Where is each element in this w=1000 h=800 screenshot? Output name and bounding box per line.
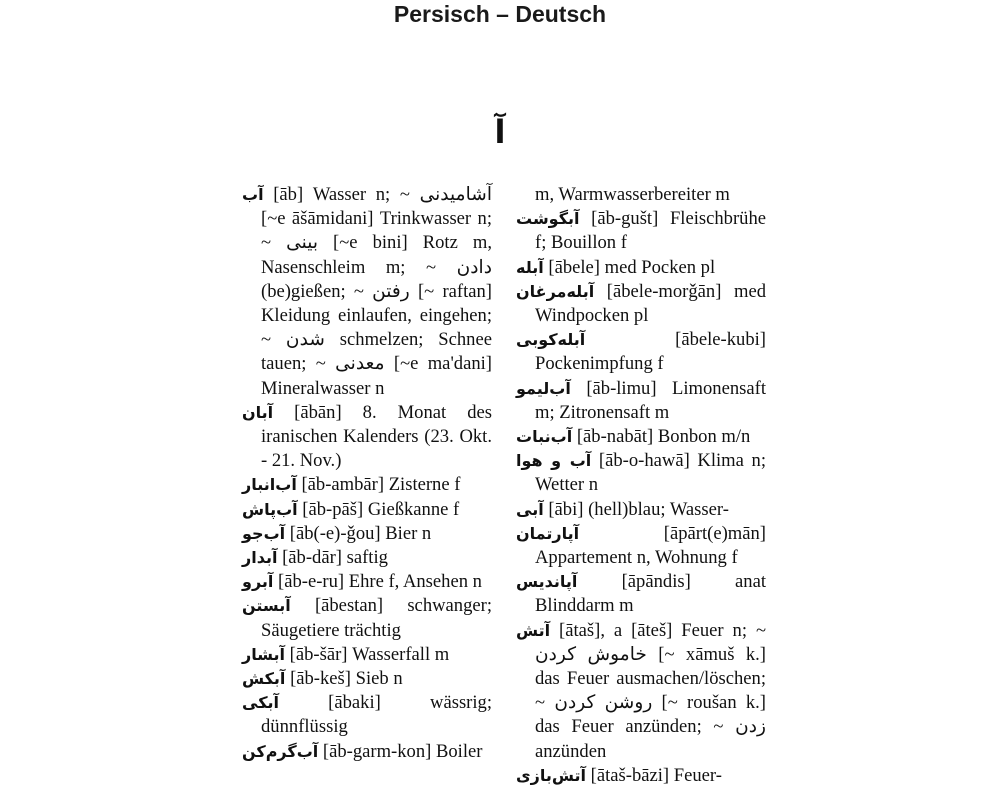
section-letter: آ bbox=[494, 113, 506, 151]
entry-text: [āb-e-ru] Ehre f, Ansehen n bbox=[273, 571, 482, 593]
entry-headword: آبشار bbox=[242, 644, 285, 664]
entry-text: [āb-keš] Sieb n bbox=[285, 668, 403, 690]
entry-text: [āb-šār] Wasserfall m bbox=[285, 643, 450, 665]
entry-headword: آپارتمان bbox=[516, 523, 580, 543]
dictionary-entry bbox=[516, 570, 766, 618]
entry-headword: آبدار bbox=[242, 548, 278, 568]
dictionary-entry bbox=[516, 207, 766, 255]
entry-text: [āb-pāš] Gießkanne f bbox=[297, 498, 460, 520]
dictionary-entry bbox=[242, 401, 492, 474]
entry-text: [āpārt(e)mān] Appartement n, Wohnung f bbox=[535, 522, 766, 569]
entry-headword: آب‌جو bbox=[242, 523, 286, 543]
entry-text: [āb-ambār] Zisterne f bbox=[296, 474, 461, 496]
entry-headword: آب‌گرم‌کن bbox=[242, 741, 319, 761]
entry-text: [āb-limu] Limonensaft m; Zitronensaft m bbox=[535, 377, 766, 423]
dictionary-entry bbox=[516, 764, 766, 788]
entry-headword: آبگوشت bbox=[516, 209, 580, 229]
dictionary-entry bbox=[516, 256, 766, 280]
entry-headword: آتش‌بازی bbox=[516, 765, 586, 785]
dictionary-entry bbox=[516, 328, 766, 376]
entry-headword: آبله‌کوبی bbox=[516, 330, 586, 350]
entry-headword: آبکش bbox=[242, 669, 286, 689]
entry-headword: آپاندیس bbox=[516, 572, 578, 592]
dictionary-entry bbox=[516, 449, 766, 497]
entry-text: [ābele-kubi] Pockenimpfung f bbox=[535, 329, 766, 375]
dictionary-column-right bbox=[516, 183, 766, 788]
entry-text: [ātaš], a [āteš] Feuer n; ~ خاموش کردن [~ xāmuš k.] das Feuer ausmachen/löschen; ~ روشن کردن [~ roušan k.] das Feuer anzünden; ~ زدن anzünden bbox=[535, 619, 766, 762]
entry-headword: آب‌انبار bbox=[242, 475, 297, 495]
entry-text: [āb-gušt] Fleischbrühe f; Bouillon f bbox=[535, 208, 766, 254]
entry-headword: آتش bbox=[516, 620, 551, 640]
entry-headword: آبرو bbox=[242, 572, 274, 592]
dictionary-entry bbox=[242, 667, 492, 691]
dictionary-entry bbox=[242, 183, 492, 401]
dictionary-entry bbox=[242, 570, 492, 594]
entry-text: [ātaš-bāzi] Feuer- bbox=[586, 764, 722, 786]
entry-text: [āb] Wasser n; ~ آشامیدنی [~e āšāmidani] Trinkwasser n; ~ بینی [~e bini] Rotz m, Nasenschleim m; ~ دادن (be)gießen; ~ رفتن [~ raftan] Kleidung einlaufen, eingehen; ~ شدن schmelzen; Schnee tauen; ~ معدنی [~e ma'dani] Mineralwasser n bbox=[261, 184, 492, 399]
entry-headword: آب bbox=[242, 185, 264, 204]
entry-headword: آب‌پاش bbox=[242, 499, 298, 519]
dictionary-entry bbox=[516, 425, 766, 449]
entry-text: [ābaki] wässrig; dünnflüssig bbox=[261, 692, 492, 738]
entry-text: [āb-garm-kon] Boiler bbox=[318, 740, 483, 762]
dictionary-entry bbox=[242, 643, 492, 667]
entry-headword: آب و هوا bbox=[516, 451, 592, 471]
entry-headword: آبله bbox=[516, 257, 544, 277]
entry-headword: آبستن bbox=[242, 596, 291, 616]
entry-headword: آب‌نبات bbox=[516, 427, 573, 447]
entry-text: [ābestan] schwanger; Säugetiere trächtig bbox=[261, 595, 492, 641]
entry-text: [ābele-morǧān] med Windpocken pl bbox=[535, 280, 766, 327]
entry-text: [ābele] med Pocken pl bbox=[543, 256, 716, 278]
dictionary-entry bbox=[516, 522, 766, 570]
dictionary-entry bbox=[242, 740, 492, 764]
entry-text: [āb-nabāt] Bonbon m/n bbox=[572, 426, 751, 448]
entry-text: [ābi] (hell)blau; Wasser- bbox=[543, 498, 729, 520]
page-header: Persisch – Deutsch bbox=[393, 1, 607, 27]
entry-text: [āpāndis] anat Blinddarm m bbox=[535, 571, 766, 617]
entry-headword: آبی bbox=[516, 499, 544, 519]
dictionary-entry bbox=[516, 498, 766, 522]
entry-text: [āb-o-hawā] Klima n; Wetter n bbox=[535, 450, 766, 496]
entry-headword: آب‌لیمو bbox=[516, 378, 571, 398]
entry-text: m, Warmwasserbereiter m bbox=[535, 184, 730, 205]
dictionary-entry-continuation bbox=[516, 183, 766, 207]
dictionary-entry bbox=[242, 498, 492, 522]
entry-headword: آبکی bbox=[242, 693, 279, 713]
dictionary-entry bbox=[242, 546, 492, 570]
dictionary-entry bbox=[516, 619, 766, 764]
entry-headword: آبان bbox=[242, 402, 274, 422]
entry-text: [ābān] 8. Monat des iranischen Kalenders (23. Okt. - 21. Nov.) bbox=[261, 401, 492, 472]
entry-headword: آبله‌مرغان bbox=[516, 281, 595, 301]
dictionary-entry bbox=[242, 522, 492, 546]
dictionary-entry bbox=[242, 473, 492, 497]
entry-text: [āb(-e)-ǧou] Bier n bbox=[285, 522, 432, 544]
dictionary-entry bbox=[242, 594, 492, 642]
dictionary-entry bbox=[242, 691, 492, 739]
dictionary-entry bbox=[516, 280, 766, 328]
dictionary-column-left bbox=[242, 183, 492, 764]
entry-text: [āb-dār] saftig bbox=[277, 547, 388, 569]
dictionary-entry bbox=[516, 377, 766, 425]
